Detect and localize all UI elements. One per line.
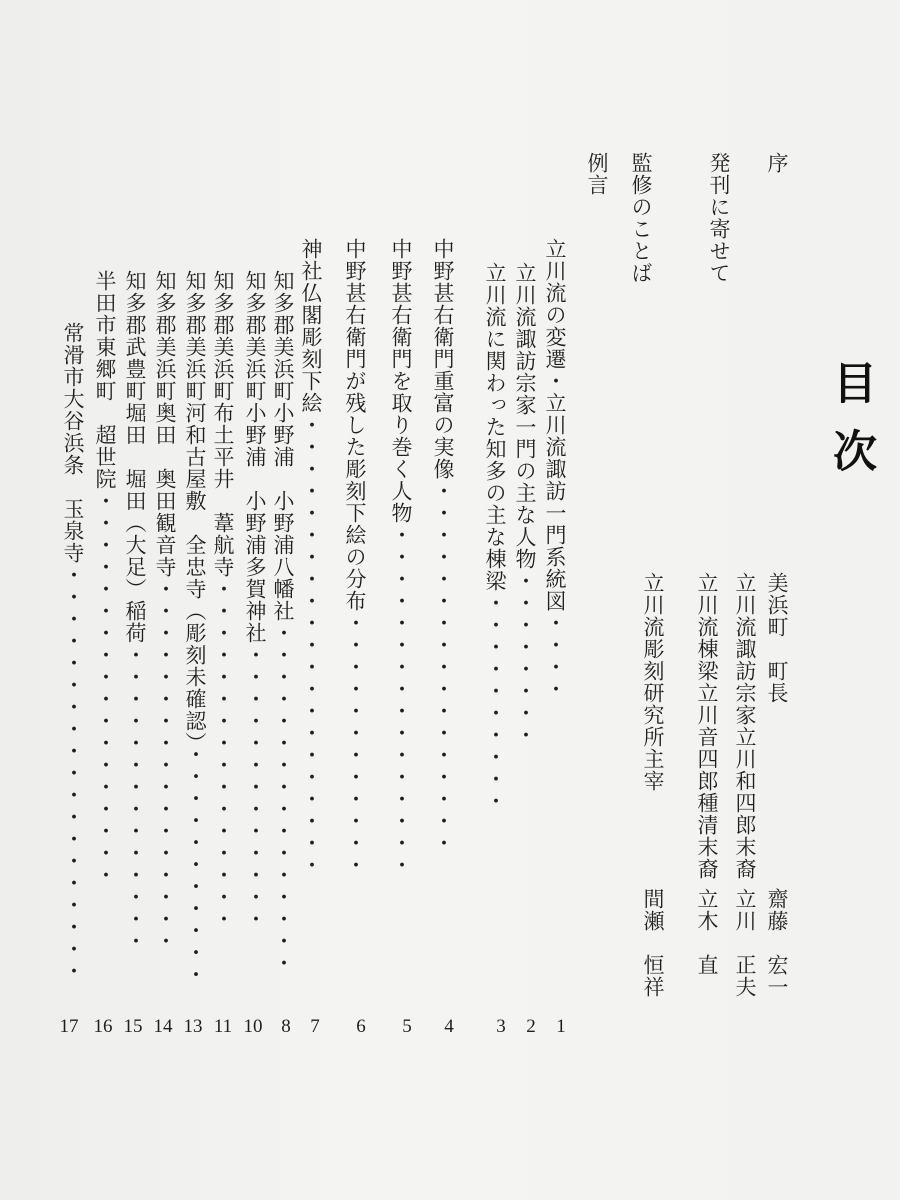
toc-entry: 立川流に関わった知多の主な棟梁・・・・・・・・・・ bbox=[483, 262, 507, 812]
toc-page-number: 2 bbox=[526, 1016, 536, 1037]
toc-entry: 立川流の変遷・立川流諏訪一門系統図・・・・ bbox=[543, 238, 567, 700]
toc-entry: 知多郡美浜町河和古屋敷 全忠寺（彫刻未確認）・・・・・・・・・・・ bbox=[183, 270, 207, 986]
toc-entry: 常滑市大谷浜条 玉泉寺・・・・・・・・・・・・・・・・・・・ bbox=[61, 322, 85, 982]
front-author-foreword-2: 立川流棟梁立川音四郎種清末裔 bbox=[695, 572, 719, 880]
front-label-preface: 序 bbox=[765, 152, 789, 174]
toc-entry: 知多郡美浜町小野浦 小野浦多賀神社・・・・・・・・・・・・・ bbox=[243, 270, 267, 930]
toc-page-number: 4 bbox=[444, 1016, 454, 1037]
toc-entry: 神社仏閣彫刻下絵・・・・・・・・・・・・・・・・・・・・・ bbox=[299, 238, 323, 876]
toc-entry: 半田市東郷町 超世院・・・・・・・・・・・・・・・・・・ bbox=[93, 270, 117, 886]
page-title: 目次 bbox=[825, 360, 876, 496]
toc-page-number: 11 bbox=[213, 1016, 233, 1037]
front-name-preface: 齋藤 宏一 bbox=[765, 888, 789, 998]
toc-page-number: 10 bbox=[243, 1016, 263, 1037]
toc-page-number: 6 bbox=[356, 1016, 366, 1037]
toc-page-number: 7 bbox=[310, 1016, 320, 1037]
toc-page-number: 8 bbox=[281, 1016, 291, 1037]
front-name-supervision: 間瀬 恒祥 bbox=[641, 888, 665, 998]
toc-page-number: 3 bbox=[496, 1016, 506, 1037]
toc-entry: 知多郡美浜町布土平井 葦航寺・・・・・・・・・・・・・・・・ bbox=[211, 270, 235, 930]
toc-page-number: 16 bbox=[93, 1016, 113, 1037]
toc-entry: 知多郡美浜町奥田 奥田観音寺・・・・・・・・・・・・・・・・・ bbox=[153, 270, 177, 952]
toc-entry: 知多郡武豊町堀田 堀田（大足）稲荷・・・・・・・・・・・・・・ bbox=[123, 270, 147, 952]
toc-page-number: 13 bbox=[183, 1016, 203, 1037]
toc-entry: 中野甚右衛門重富の実像・・・・・・・・・・・・・・・・・ bbox=[431, 238, 455, 854]
toc-page-number: 1 bbox=[556, 1016, 566, 1037]
toc-entry: 立川流諏訪宗家一門の主な人物・・・・・・・・ bbox=[513, 262, 537, 746]
toc-entry: 中野甚右衛門を取り巻く人物・・・・・・・・・・・・・・・・ bbox=[389, 238, 413, 876]
front-author-supervision: 立川流彫刻研究所主宰 bbox=[641, 572, 665, 792]
toc-page-number: 14 bbox=[153, 1016, 173, 1037]
front-author-preface: 美浜町 町長 bbox=[765, 572, 789, 704]
front-label-foreword: 発刊に寄せて bbox=[707, 152, 731, 284]
toc-page-number: 17 bbox=[59, 1016, 79, 1037]
front-author-foreword-1: 立川流諏訪宗家立川和四郎末裔 bbox=[733, 572, 757, 880]
toc-page-number: 5 bbox=[402, 1016, 412, 1037]
front-label-supervision: 監修のことば bbox=[629, 152, 653, 284]
toc-entry: 知多郡美浜町小野浦 小野浦八幡社・・・・・・・・・・・・・・・・ bbox=[271, 270, 295, 974]
front-label-notes: 例言 bbox=[585, 152, 609, 196]
toc-page-number: 15 bbox=[123, 1016, 143, 1037]
front-name-foreword-2: 立木 直 bbox=[695, 888, 719, 976]
toc-entry: 中野甚右衛門が残した彫刻下絵の分布・・・・・・・・・・・・ bbox=[343, 238, 367, 876]
front-name-foreword-1: 立川 正夫 bbox=[733, 888, 757, 998]
